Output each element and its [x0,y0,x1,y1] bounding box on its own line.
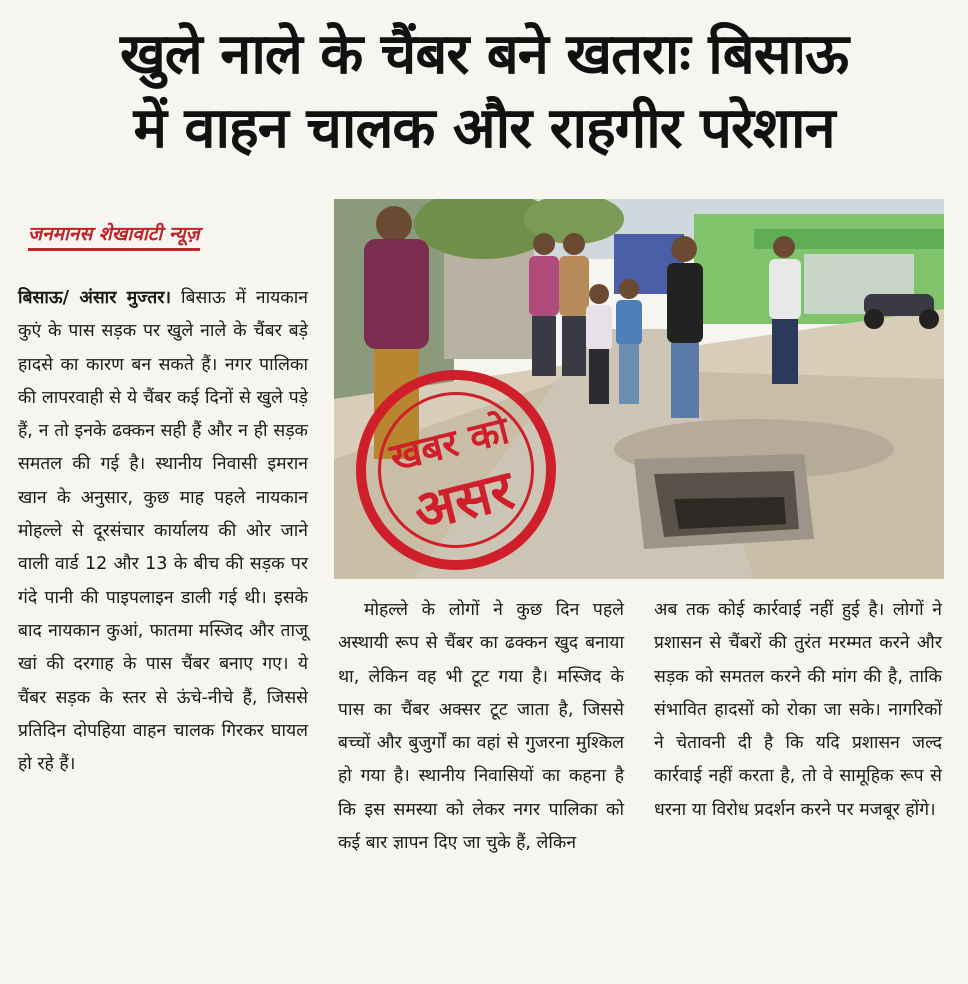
article-column-3 [654,594,942,827]
dateline: बिसाऊ/ अंसार मुज्तर। [18,288,172,308]
stamp-line-2: असर [407,457,520,544]
column-1-text: बिसाऊ में नायकान कुएं के पास सड़क पर खुले नाले के चैंबर बड़े हादसे का कारण बन सकते हैं। नगर पालिका की लापरवाही से ये चैंबर कई दिनों से खुले पड़े हैं, न तो इनके ढक्कन सही हैं और न ही सड़क समतल की गई है। स्थानीय निवासी इमरान खान के अनुसार, कुछ माह पहले नायकान मोहल्ले से दूरसंचार कार्यालय की ओर जाने वाली वार्ड 12 और 13 के बीच की सड़क पर गंदे पानी की पाइपलाइन डाली गई थी। इसके बाद नायकान कुआं, फातमा मस्जिद और ताजू खां की दरगाह के पास चैंबर बनाए गए। ये चैंबर सड़क के स्तर से ऊंचे-नीचे हैं, जिससे प्रतिदिन दोपहिया वाहन चालक गिरकर घायल हो रहे हैं। [18,288,308,775]
headline [0,18,968,166]
column-2-text: मोहल्ले के लोगों ने कुछ दिन पहले अस्थायी रूप से चैंबर का ढक्कन खुद बनाया था, लेकिन वह भी टूट गया है। मस्जिद के पास का चैंबर अक्सर टूट जाता है, जिससे बच्चों और बुजुर्गों का वहां से गुजरना मुश्किल हो गया है। स्थानीय निवासियों का कहना है कि इस समस्या को लेकर नगर पालिका को कई बार ज्ञापन दिए जा चुके हैं, लेकिन [338,600,624,854]
headline-line-1: खुले नाले के चैंबर बने खतराः बिसाऊ [119,22,849,87]
article-column-2 [338,594,624,860]
brand-byline: जनमानस शेखावाटी न्यूज़ [28,220,200,251]
article-column-1 [18,282,308,781]
stamp-line-1: खबर को [385,407,514,480]
headline-line-2: में वाहन चालक और राहगीर परेशान [133,96,835,161]
column-3-text: अब तक कोई कार्रवाई नहीं हुई है। लोगों ने प्रशासन से चैंबरों की तुरंत मरम्मत करने और सड़क को समतल करने की मांग की है, ताकि संभावित हादसों को रोका जा सके। नागरिकों ने चेतावनी दी है कि यदि प्रशासन जल्द कार्रवाई नहीं करता है, तो वे सामूहिक रूप से धरना या विरोध प्रदर्शन करने पर मजबूर होंगे। [654,600,942,820]
